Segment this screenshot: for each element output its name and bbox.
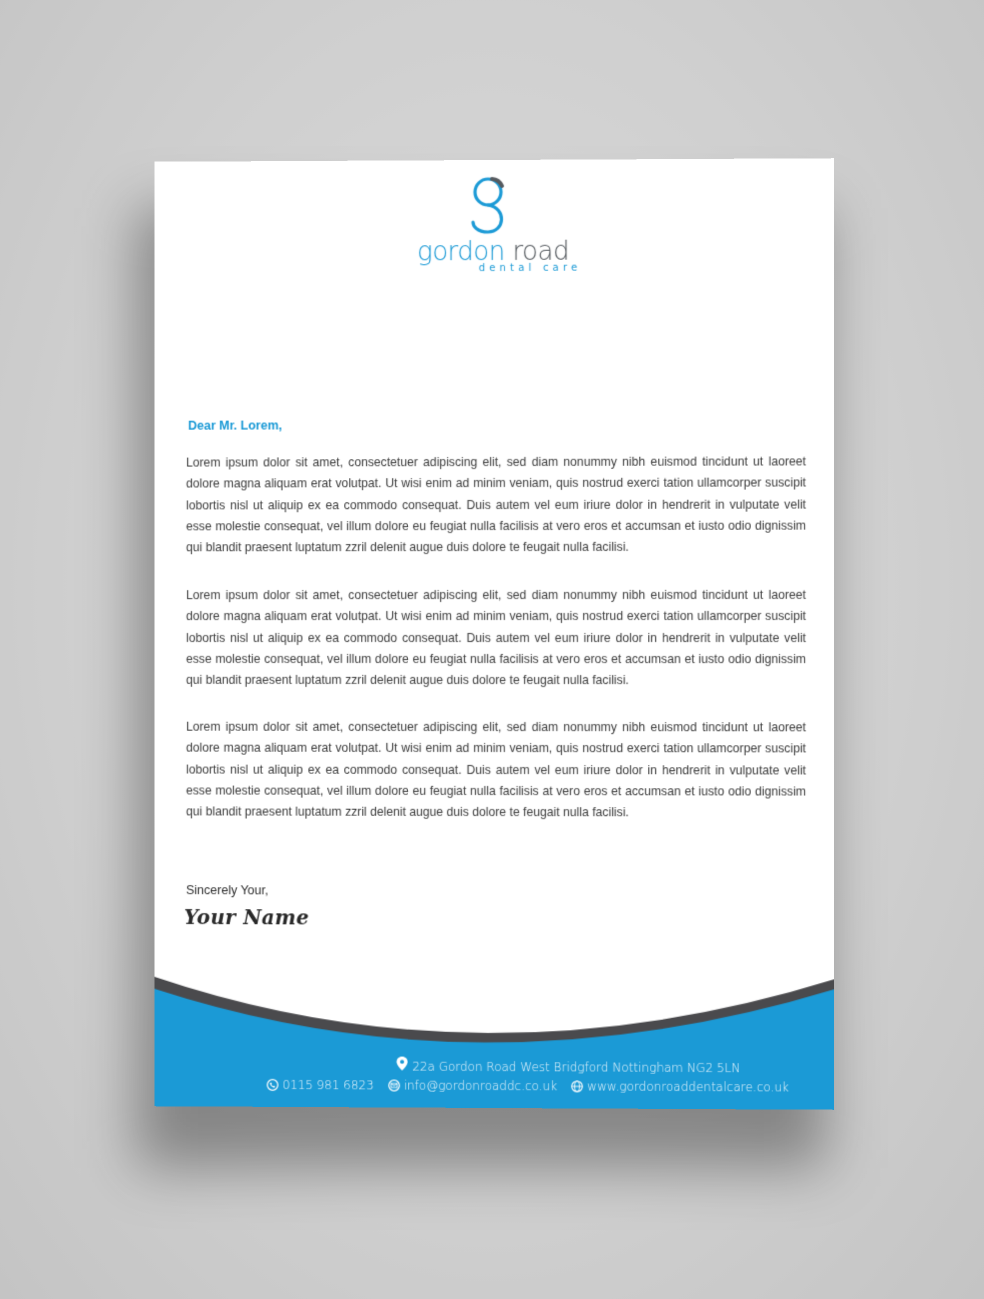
- salutation: Dear Mr. Lorem,: [188, 418, 283, 433]
- phone-icon: [267, 1079, 279, 1091]
- logo-g-mark-icon: [463, 172, 523, 236]
- brand-tagline: dental care: [478, 262, 582, 275]
- closing-line: Sincerely Your,: [186, 883, 269, 898]
- footer-phone: 0115 981 6823: [282, 1077, 374, 1093]
- globe-icon: [571, 1080, 583, 1092]
- footer-website[interactable]: www.gordonroaddentalcare.co.uk: [587, 1079, 789, 1095]
- footer-email-item[interactable]: [388, 1078, 557, 1093]
- brand-word-2: road: [512, 236, 569, 267]
- footer-website-item[interactable]: [571, 1079, 789, 1094]
- footer-address-line: [154, 1055, 834, 1075]
- logo: [154, 170, 834, 275]
- footer-email[interactable]: info@gordonroaddc.co.uk: [403, 1078, 558, 1094]
- signature: Your Name: [184, 905, 310, 930]
- footer-address: 22a Gordon Road West Bridgford Nottingham NG2 5LN: [412, 1059, 741, 1076]
- letterhead-sheet: [154, 158, 834, 1110]
- email-icon: [388, 1079, 400, 1091]
- body-paragraph-1: Lorem ipsum dolor sit amet, consectetuer adipiscing elit, sed diam nonummy nibh euismod tincidunt ut laoreet dolore magna aliquam erat volutpat. Ut wisi enim ad minim veniam, quis nostrud exerci tation ullamcorper suscipit lobortis nisl ut aliquip ex ea commodo consequat. Duis autem vel eum iriure dolor in hendrerit in vulputate velit esse molestie consequat, vel illum dolore eu feugiat nulla facilisis at vero eros et accumsan et iusto odio dignissim qui blandit praesent luptatum zzril delenit augue duis dolore te feugait nulla facilisi.: [186, 454, 807, 555]
- location-pin-icon: [396, 1057, 408, 1071]
- brand-word-1: gordon: [417, 236, 505, 268]
- body-paragraph-2: Lorem ipsum dolor sit amet, consectetuer adipiscing elit, sed diam nonummy nibh euismod tincidunt ut laoreet dolore magna aliquam erat volutpat. Ut wisi enim ad minim veniam, quis nostrud exerci tation ullamcorper suscipit lobortis nisl ut aliquip ex ea commodo consequat. Duis autem vel eum iriure dolor in hendrerit in vulputate velit esse molestie consequat, vel illum dolore eu feugiat nulla facilisis at vero eros et accumsan et iusto odio dignissim qui blandit praesent luptatum zzril delenit augue duis dolore te feugait nulla facilisi.: [186, 587, 807, 688]
- footer-phone-item: [267, 1078, 374, 1093]
- body-paragraph-3: Lorem ipsum dolor sit amet, consectetuer adipiscing elit, sed diam nonummy nibh euismod tincidunt ut laoreet dolore magna aliquam erat volutpat. Ut wisi enim ad minim veniam, quis nostrud exerci tation ullamcorper suscipit lobortis nisl ut aliquip ex ea commodo consequat. Duis autem vel eum iriure dolor in hendrerit in vulputate velit esse molestie consequat, vel illum dolore eu feugiat nulla facilisis at vero eros et accumsan et iusto odio dignissim qui blandit praesent luptatum zzril delenit augue duis dolore te feugait nulla facilisi.: [186, 719, 807, 820]
